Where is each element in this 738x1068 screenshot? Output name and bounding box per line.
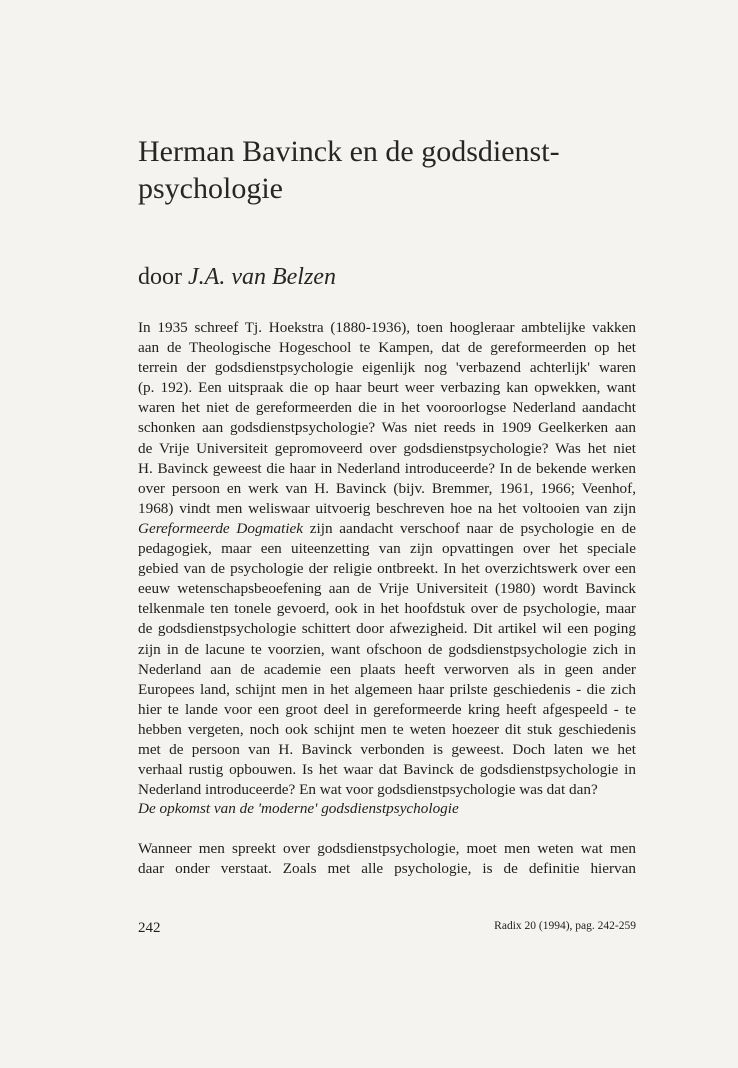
- text-line: de godsdienstpsychologie schittert door afwezigheid. Dit artikel wil een poging: [138, 620, 636, 638]
- text-line: telkenmale ten tonele gevoerd, ook in het hoofdstuk over de psychologie, maar: [138, 600, 636, 618]
- author-name: J.A. van Belzen: [188, 264, 336, 290]
- text-line: met de persoon van H. Bavinck verbonden is geweest. Doch laten we het: [138, 740, 636, 758]
- page-number: 242: [138, 920, 161, 936]
- author-prefix: door: [138, 264, 182, 290]
- text-line: 1968) vindt men weliswaar uitvoerig beschreven hoe na het voltooien van zijn: [138, 499, 636, 517]
- text-line: hebben vergeten, noch ook schijnt men te weten hoezeer dit stuk geschiedenis: [138, 720, 636, 738]
- text-line: hier te lande voor een groot deel in gereformeerde kring heeft afgespeeld - te: [138, 700, 636, 718]
- article-title-line-1: Herman Bavinck en de godsdienst-: [138, 135, 560, 168]
- text-line: terrein der godsdienstpsychologie eigenlijk nog 'verbazend achterlijk' waren: [138, 359, 636, 377]
- text-line: verhaal rustig opbouwen. Is het waar dat Bavinck de godsdienstpsychologie in: [138, 761, 636, 779]
- text-line-with-italic-title: [138, 519, 636, 539]
- text-line: gebied van de psychologie der religie ontbreekt. In het overzichtswerk over een: [138, 560, 636, 578]
- section-heading: De opkomst van de 'moderne' godsdienstpsychologie: [138, 800, 459, 817]
- text-line: In 1935 schreef Tj. Hoekstra (1880-1936), toen hoogleraar ambtelijke vakken: [138, 319, 636, 336]
- article-title: [138, 133, 618, 207]
- text-line: daar onder verstaat. Zoals met alle psychologie, is de definitie hiervan: [138, 860, 636, 878]
- italic-book-title: Gereformeerde Dogmatiek: [138, 519, 304, 537]
- text-line: Nederland introduceerde? En wat voor godsdienstpsychologie was dat dan?: [138, 781, 598, 799]
- line-continuation: zijn aandacht verschoof naar de psychologie en de: [303, 519, 637, 537]
- text-line: H. Bavinck geweest die haar in Nederland introduceerde? In de bekende werken: [138, 459, 636, 477]
- text-line: Europees land, schijnt men in het algemeen haar prilste geschiedenis - die zich: [138, 680, 636, 698]
- text-line: schonken aan godsdienstpsychologie? Was niet reeds in 1909 Geelkerken aan: [138, 419, 636, 437]
- text-line: waren het niet de gereformeerden die in het vooroorlogse Nederland aandacht: [138, 399, 636, 417]
- text-line: pedagogiek, maar een uiteenzetting van zijn opvattingen over het speciale: [138, 540, 636, 558]
- paragraph-1: [138, 318, 636, 800]
- text-line: zijn in de lacune te voorzien, want ofschoon de godsdienstpsychologie zich in: [138, 640, 636, 658]
- text-line: (p. 192). Een uitspraak die op haar beurt weer verbazing kan opwekken, want: [138, 379, 636, 397]
- text-line: Wanneer men spreekt over godsdienstpsychologie, moet men weten wat men: [138, 840, 636, 857]
- text-line: aan de Theologische Hogeschool te Kampen, dat de gereformeerden op het: [138, 339, 636, 357]
- text-line: eeuw wetenschapsbeoefening aan de Vrije Universiteit (1980) wordt Bavinck: [138, 580, 636, 598]
- article-title-line-2: psychologie: [138, 172, 283, 205]
- text-line: over persoon en werk van H. Bavinck (bijv. Bremmer, 1961, 1966; Veenhof,: [138, 479, 636, 497]
- paragraph-2: [138, 839, 636, 879]
- text-line: de Vrije Universiteit gepromoveerd over godsdienstpsychologie? Was het niet: [138, 439, 636, 457]
- author-byline: [138, 262, 336, 292]
- journal-citation: Radix 20 (1994), pag. 242-259: [494, 920, 636, 932]
- text-line: Nederland aan de academie een plaats heeft verworven als in geen ander: [138, 660, 636, 678]
